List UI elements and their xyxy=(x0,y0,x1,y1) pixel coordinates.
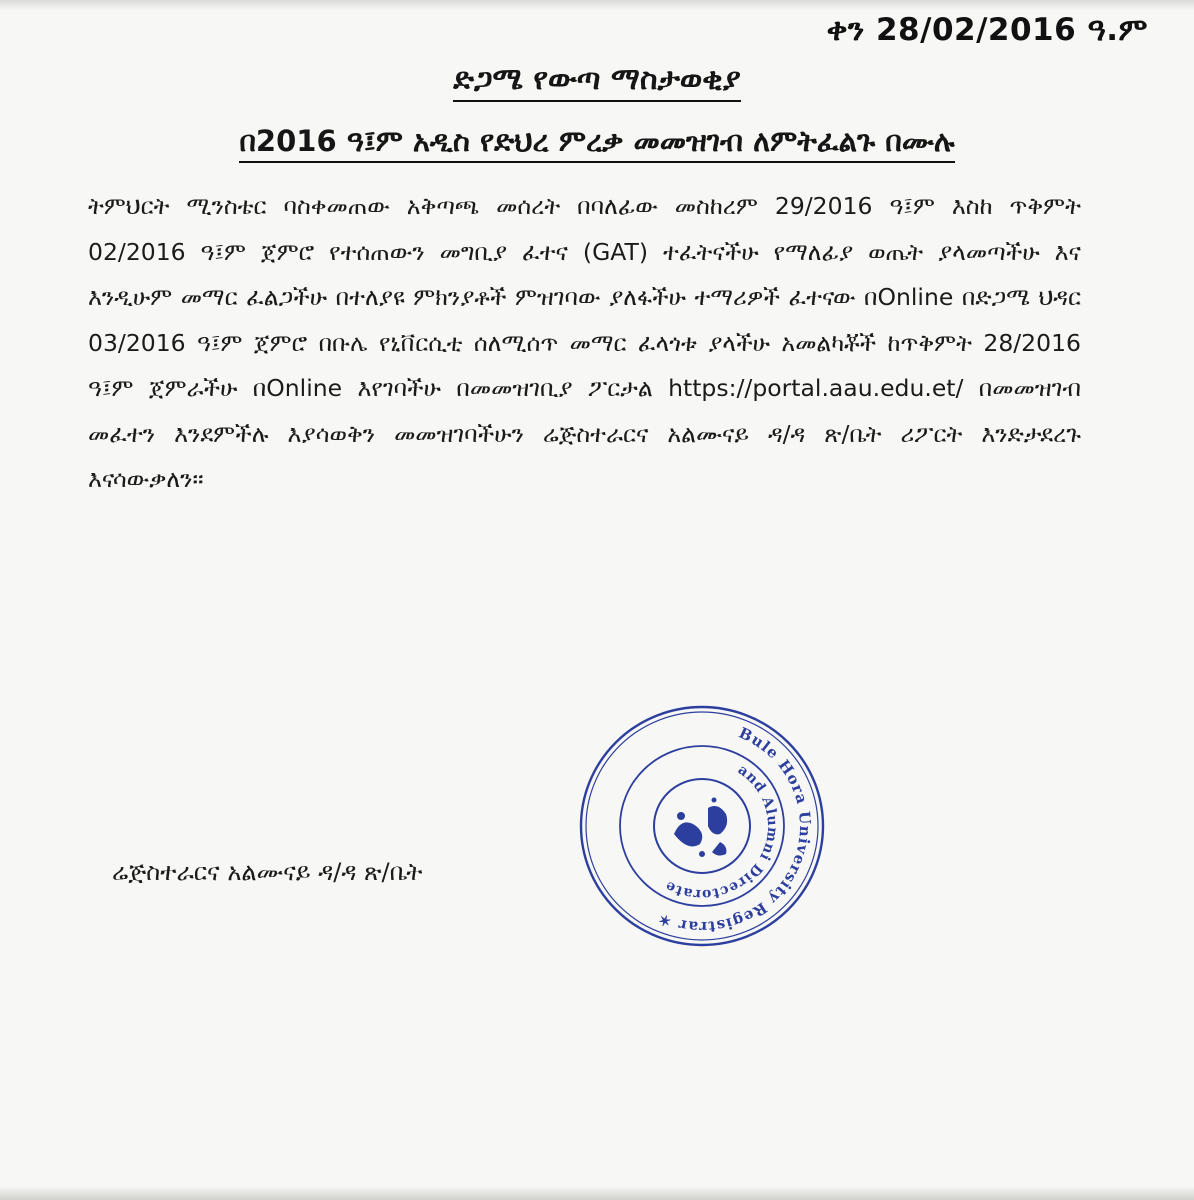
date-line: ቀን 28/02/2016 ዓ.ም xyxy=(826,12,1148,48)
notice-subheading-text: በ2016 ዓ፤ም አዲስ የድህረ ምረቃ መመዝገብ ለምትፈልጉ በሙሉ xyxy=(239,124,954,163)
signature-line: ሬጅስተራርና አልሙናይ ዳ/ዳ ጽ/ቤት xyxy=(112,858,423,886)
svg-text:and Alumni Directorate: and Alumni Directorate xyxy=(662,761,781,903)
notice-subheading xyxy=(0,124,1194,159)
notice-body: ትምህርት ሚንስቴር ባስቀመጠው አቅጣጫ መሰረት በባለፊው መስከረም 29/2016 ዓ፤ም እስከ ጥቅምት 02/2016 ዓ፤ም ጀምሮ የተሰጠውን መግቢያ ፈተና (GAT) ተፈትናችሁ የማለፊያ ወጤት ያላመጣችሁ እና እንዲሁም መማር ፈልጋችሁ በተለያዩ ምክንያቶች ምዝገባው ያለፋችሁ ተማሪዎች ፈተናው በOnline በድጋሜ ህዳር 03/2016 ዓ፤ም ጀምሮ በቡሌ የኒቨርሲቲ ሰለሚሰጥ መማር ፈላጎቱ ያላችሁ አመልካቾች ከጥቅምት 28/2016 ዓ፤ም ጀምራችሁ በOnline እየገባችሁ በመመዝገቢያ ፖርታል https://portal.aau.edu.et/ በመመዝገብ መፈተን እንደምችሉ እያሳወቅን መመዝገባችሁን ሬጅስተራርና አልሙናይ ዳ/ዳ ጽ/ቤት ሪፖርት እንድታደረጉ እናሳውቃለን፡፡ xyxy=(88,192,1081,493)
notice-heading xyxy=(0,62,1194,97)
scan-top-edge xyxy=(0,0,1194,10)
scan-bottom-edge xyxy=(0,1186,1194,1200)
svg-text:Bule Hora University Registrar: Bule Hora University Registrar ✶ xyxy=(654,723,815,937)
notice-heading-text: ድጋሜ የውጣ ማስታወቂያ xyxy=(453,62,741,102)
official-seal-stamp xyxy=(578,704,826,948)
